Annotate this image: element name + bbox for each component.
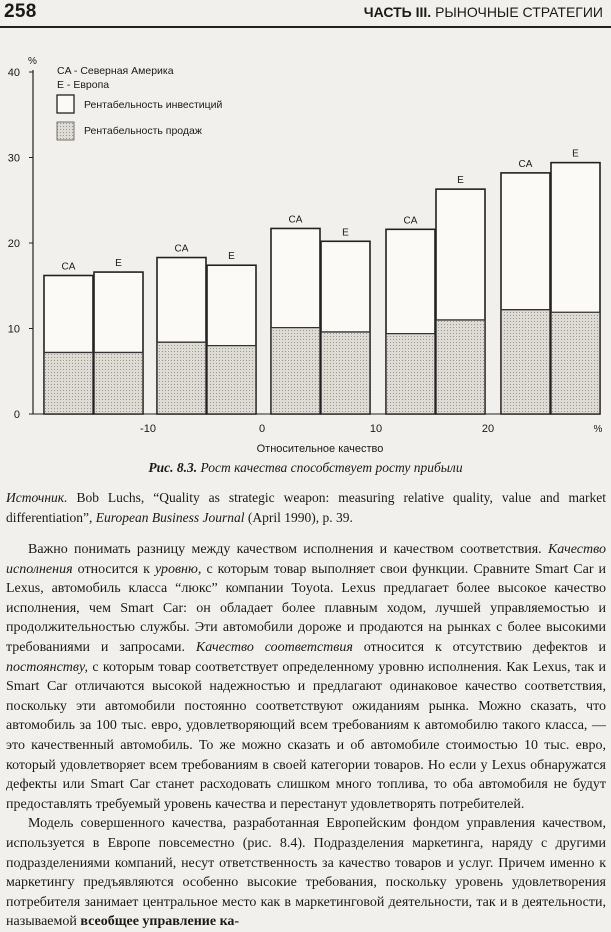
- bar-ros-e: [322, 332, 369, 413]
- bar-region-label: E: [228, 251, 235, 263]
- bar-region-label: CA: [288, 214, 303, 226]
- part-title: РЫНОЧНЫЕ СТРАТЕГИИ: [435, 4, 603, 20]
- bar-ros-e: [437, 320, 484, 413]
- bar-region-label: CA: [174, 243, 189, 255]
- p1-term-performance: Качество исполнения: [6, 542, 606, 577]
- running-title: [364, 4, 603, 20]
- x-tick-label: 10: [369, 423, 383, 435]
- p1-term-conformance: Качество соответствия: [195, 639, 353, 655]
- bar-region-label: E: [115, 258, 122, 270]
- legend-e: E - Европа: [57, 79, 110, 91]
- y-tick-label: 40: [7, 67, 20, 79]
- p1-em-consistency: постоянству,: [6, 659, 89, 675]
- y-unit-label: %: [28, 56, 37, 67]
- source-text-2: (April 1990), p. 39.: [247, 510, 353, 525]
- chart-legend: [57, 65, 223, 140]
- part-label: ЧАСТЬ III.: [363, 4, 432, 20]
- bar-region-label: E: [572, 148, 579, 160]
- source-text-1: Bob Luchs, “Quality as strategic weapon: measuring relative quality, value and market differentiation”,: [6, 490, 606, 525]
- header-rule: [0, 26, 611, 28]
- bar-ros-e: [208, 346, 255, 414]
- page-number: 258: [4, 1, 37, 22]
- legend-ros-swatch: [57, 122, 74, 140]
- x-unit-label: %: [593, 424, 603, 435]
- bar-ros-ca: [158, 342, 205, 413]
- p1-s3: с которым товар выполняет свои функции. Сравните Smart Car и Lexus, автомобиль класса “люкс” компании Toyota. Lexus предлагает более высокое качество исполнения, чем Smart Car: он обладает более плавным ходом, лучшей управляемостью и продолжительностью службы. Эти автомобили дороже и продаются на рынках с более высокими требованиями и запросами.: [6, 561, 607, 655]
- body-text: [6, 540, 606, 932]
- y-tick-label: 10: [7, 323, 20, 336]
- source-note: [6, 488, 606, 528]
- bar-ros-e: [552, 312, 599, 413]
- bar-region-label: CA: [61, 261, 76, 273]
- paragraph-1: [6, 540, 606, 814]
- y-tick-label: 0: [13, 409, 20, 421]
- bar-ros-ca: [387, 334, 434, 414]
- bar-ros-ca: [45, 352, 92, 413]
- page-header: [0, 0, 611, 30]
- legend-roi-swatch: [57, 95, 74, 113]
- bar-region-label: CA: [518, 158, 533, 170]
- p1-s2: относится к: [77, 561, 150, 577]
- chart-bars: [44, 149, 600, 414]
- figure-caption: [0, 460, 611, 476]
- p1-em-level: уровню,: [154, 561, 202, 577]
- source-prefix: Источник.: [6, 490, 68, 505]
- p1-s1: Важно понимать разницу между качеством исполнения и качеством соответствия.: [28, 542, 542, 557]
- bar-region-label: CA: [403, 215, 418, 227]
- paragraph-2: [6, 814, 606, 932]
- bar-ros-ca: [272, 328, 319, 414]
- x-axis-label: Относительное качество: [256, 443, 384, 455]
- bar-chart: [0, 30, 611, 460]
- p2-s1: Модель совершенного качества, разработанная Европейским фондом управления качеством, используется в Европе повсеместно (рис. 8.4). Подразделения маркетинга, наряду с другими подразделениями компаний, несут ответственность за качество товаров и услуг. Причем именно к маркетингу предъявляются особенно высокие требования, поскольку уровень удовлетворения потребителя занимает центральное место как в маркетинговой деятельности, так и в деятельности, называемой: [6, 816, 606, 930]
- bar-ros-ca: [502, 310, 549, 414]
- y-tick-label: 20: [7, 238, 20, 250]
- source-journal: European Business Journal: [95, 510, 245, 525]
- bar-ros-e: [95, 352, 142, 413]
- x-tick-label: 20: [481, 423, 495, 435]
- legend-ca: CA - Северная Америка: [57, 65, 174, 77]
- figure-caption-text: Рост качества способствует росту прибыли: [200, 460, 463, 475]
- p2-bold-term: всеобщее управление ка-: [80, 914, 240, 930]
- x-tick-label: 0: [258, 423, 266, 435]
- x-tick-label: -10: [140, 423, 156, 435]
- p1-s5: с которым товар соответствует определенному уровню исполнения. Как Lexus, так и Smart Car отличаются высокой надежностью и предлагают одинаковое качество соответствия, поскольку эти автомобили постоянно соответствуют ожиданиям рынка. Можно сказать, что автомобиль за 100 тыс. евро, удовлетворяющий всем требованиям к автомобилю такого класса, — это качественный автомобиль. То же можно сказать и об автомобиле стоимостью 10 тыс. евро, который удовлетворяет всем требованиям в своей категории товаров. Но если у Lexus обнаружатся дефекты или Smart Car станет расходовать слишком много топлива, то оба автомобиля не будут предоставлять требуемый уровень качества и перестанут удовлетворять потребителей.: [6, 659, 606, 812]
- y-tick-label: 30: [7, 152, 20, 165]
- bar-region-label: E: [342, 227, 349, 239]
- bar-region-label: E: [457, 175, 464, 187]
- legend-roi-label: Рентабельность инвестиций: [84, 99, 223, 111]
- legend-ros-label: Рентабельность продаж: [84, 125, 202, 137]
- figure-label: Рис. 8.3.: [148, 460, 198, 475]
- p1-s4: относится к отсутствию дефектов и: [363, 639, 607, 655]
